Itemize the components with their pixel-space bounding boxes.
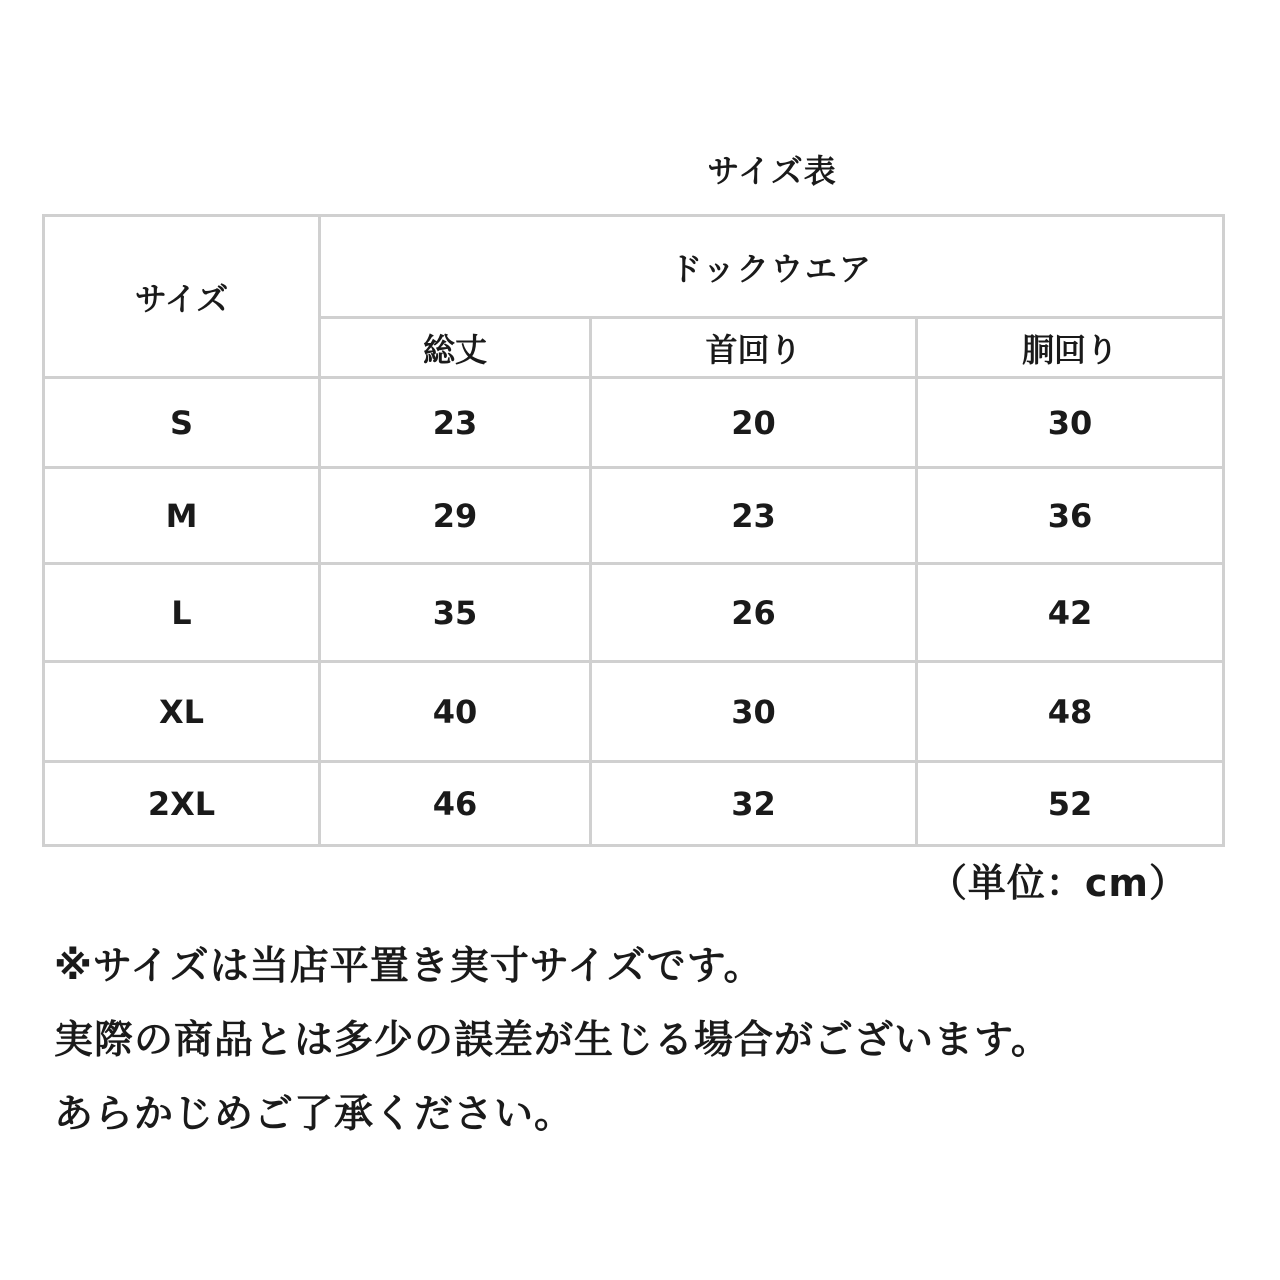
value-cell: 23 <box>591 468 917 564</box>
value-cell: 32 <box>591 762 917 846</box>
value-cell: 40 <box>320 662 591 762</box>
table-row <box>44 378 1224 468</box>
value-cell: 23 <box>320 378 591 468</box>
page-title: サイズ表 <box>707 152 837 190</box>
size-cell: L <box>44 564 320 662</box>
column-header-neck: 首回り <box>591 318 917 378</box>
value-cell: 26 <box>591 564 917 662</box>
column-header-chest: 胴回り <box>917 318 1224 378</box>
value-cell: 35 <box>320 564 591 662</box>
value-cell: 36 <box>917 468 1224 564</box>
size-cell: M <box>44 468 320 564</box>
size-cell: XL <box>44 662 320 762</box>
value-cell: 48 <box>917 662 1224 762</box>
size-cell: 2XL <box>44 762 320 846</box>
table-row <box>44 564 1224 662</box>
size-column-header: サイズ <box>44 216 320 378</box>
value-cell: 46 <box>320 762 591 846</box>
note-line: あらかじめご了承ください。 <box>54 1092 575 1137</box>
table-row <box>44 468 1224 564</box>
unit-label: （単位：cm） <box>928 861 1188 905</box>
notes <box>54 930 1051 1152</box>
note-line: 実際の商品とは多少の誤差が生じる場合がございます。 <box>54 1018 1051 1063</box>
group-header: ドックウエア <box>320 216 1224 318</box>
table-row <box>44 662 1224 762</box>
header-row-group <box>44 216 1224 318</box>
table-row <box>44 762 1224 846</box>
size-table <box>42 214 1225 847</box>
value-cell: 29 <box>320 468 591 564</box>
value-cell: 42 <box>917 564 1224 662</box>
value-cell: 30 <box>917 378 1224 468</box>
value-cell: 52 <box>917 762 1224 846</box>
size-cell: S <box>44 378 320 468</box>
value-cell: 20 <box>591 378 917 468</box>
note-line: ※サイズは当店平置き実寸サイズです。 <box>54 944 764 989</box>
column-header-length: 総丈 <box>320 318 591 378</box>
value-cell: 30 <box>591 662 917 762</box>
